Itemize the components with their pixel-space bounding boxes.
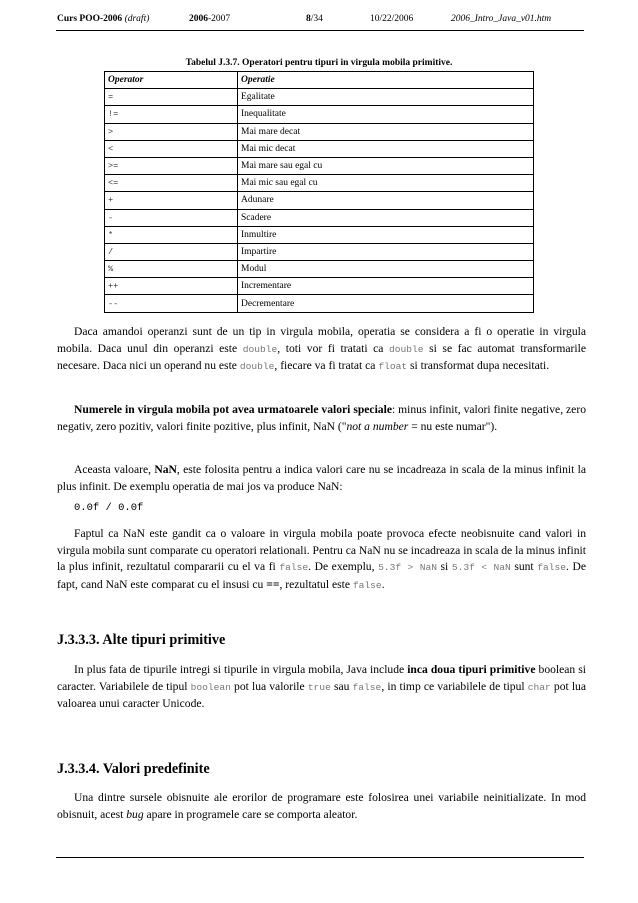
operation-cell: Incrementare	[238, 278, 534, 295]
operator-cell: -	[105, 209, 238, 226]
table-row	[105, 140, 534, 157]
header-course: Curs POO-2006 (draft)	[57, 14, 150, 24]
table-row	[105, 278, 534, 295]
operator-cell: >=	[105, 157, 238, 174]
operation-cell: Impartire	[238, 243, 534, 260]
table-row	[105, 226, 534, 243]
paragraph-uninitialized: Una dintre sursele obisnuite ale erorilor de programare este folosirea unei variabile neinitializate. In mod obisnuit, acest bug apare in programele care se comporta aleator.	[57, 791, 586, 821]
table-caption: Tabelul J.3.7. Operatori pentru tipuri in virgula mobila primitive.	[185, 58, 453, 68]
table-row	[105, 243, 534, 260]
header-date: 10/22/2006	[370, 14, 414, 24]
operation-cell: Mai mic decat	[238, 140, 534, 157]
section-heading-other-primitives: J.3.3.3. Alte tipuri primitive	[57, 632, 226, 648]
col-operator-header: Operator	[105, 72, 238, 89]
operators-table	[104, 71, 534, 313]
operation-cell: Inequalitate	[238, 106, 534, 123]
table-header-row	[105, 72, 534, 89]
operation-cell: Egalitate	[238, 89, 534, 106]
operator-cell: =	[105, 89, 238, 106]
operator-cell: ++	[105, 278, 238, 295]
operator-cell: /	[105, 243, 238, 260]
table-row	[105, 261, 534, 278]
paragraph-special-values: Numerele in virgula mobila pot avea urmatoarele valori speciale: minus infinit, valori finite negative, zero negativ, zero pozitiv, valori finite pozitive, plus infinit, NaN ("not a number = nu este numar").	[57, 403, 586, 433]
operator-cell: *	[105, 226, 238, 243]
operator-cell: %	[105, 261, 238, 278]
table-row	[105, 89, 534, 106]
table-row	[105, 123, 534, 140]
operation-cell: Inmultire	[238, 226, 534, 243]
header-filename: 2006_Intro_Java_v01.htm	[451, 14, 552, 24]
operation-cell: Mai mare sau egal cu	[238, 157, 534, 174]
paragraph-boolean-char: In plus fata de tipurile intregi si tipurile in virgula mobila, Java include inca doua tipuri primitive boolean si caracter. Variabilele de tipul boolean pot lua valorile true sau false, in timp ce variabilele de tipul char pot lua valoarea unui caracter Unicode.	[57, 663, 586, 711]
section-heading-default-values: J.3.3.4. Valori predefinite	[57, 761, 210, 777]
table-row	[105, 175, 534, 192]
operator-cell: >	[105, 123, 238, 140]
operator-cell: <	[105, 140, 238, 157]
operation-cell: Decrementare	[238, 295, 534, 312]
paragraph-float-operands: Daca amandoi operanzi sunt de un tip in virgula mobila, operatia se considera a fi o operatie in virgula mobila. Daca unul din operanzi este double, toti vor fi tratati ca double si se fac automat transformarile necesare. Daca nici un operand nu este double, fiecare va fi tratat ca float si transformat dupa necesitati.	[57, 325, 586, 373]
operation-cell: Modul	[238, 261, 534, 278]
operation-cell: Mai mic sau egal cu	[238, 175, 534, 192]
header-academic-year: 2006-2007	[189, 14, 231, 24]
code-example: 0.0f / 0.0f	[74, 502, 144, 514]
header-page-number: 8/34	[306, 14, 323, 24]
paragraph-nan: Aceasta valoare, NaN, este folosita pentru a indica valori care nu se incadreaza in scala de la minus infinit la plus infinit. De exemplu operatia de mai jos va produce NaN:	[57, 463, 587, 493]
operation-cell: Scadere	[238, 209, 534, 226]
table-row	[105, 295, 534, 312]
operation-cell: Mai mare decat	[238, 123, 534, 140]
footer-divider	[56, 857, 584, 858]
table-row	[105, 192, 534, 209]
paragraph-nan-comparison: Faptul ca NaN este gandit ca o valoare in virgula mobila poate provoca efecte neobisnuite cand valori in virgula mobila sunt comparate cu operatori relationali. Pentru ca NaN nu se incadreaza in scala de la minus infinit la plus infinit, rezultatul compararii cu el va fi false. De exemplu, 5.3f > NaN si 5.3f < NaN sunt false. De fapt, cand NaN este comparat cu el insusi cu ==, rezultatul este false.	[57, 527, 587, 591]
table-row	[105, 106, 534, 123]
page-header	[57, 14, 583, 30]
header-divider	[56, 30, 584, 31]
operation-cell: Adunare	[238, 192, 534, 209]
operator-cell: +	[105, 192, 238, 209]
table-row	[105, 209, 534, 226]
operator-cell: --	[105, 295, 238, 312]
operator-cell: !=	[105, 106, 238, 123]
table-row	[105, 157, 534, 174]
operator-cell: <=	[105, 175, 238, 192]
col-operation-header: Operatie	[238, 72, 534, 89]
